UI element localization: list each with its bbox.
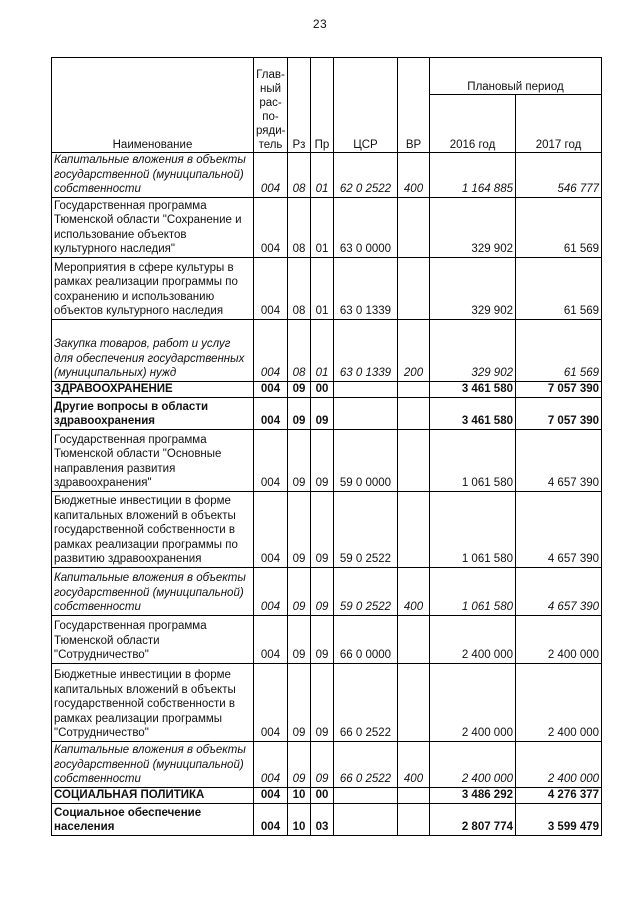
table-row bbox=[52, 491, 602, 567]
row-csr: 66 0 2522 bbox=[334, 663, 398, 741]
row-pr: 01 bbox=[311, 153, 334, 198]
row-vr bbox=[398, 257, 430, 319]
row-amount-2017: 3 599 479 bbox=[516, 803, 602, 835]
budget-table bbox=[51, 57, 602, 836]
header-pr: Пр bbox=[311, 58, 334, 153]
row-amount-2016: 3 461 580 bbox=[430, 397, 516, 429]
row-name: Бюджетные инвестиции в форме капитальных вложений в объекты государственной собственности в рамках реализации программы "Сотрудничество" bbox=[52, 663, 254, 741]
row-rz: 08 bbox=[288, 257, 311, 319]
table-row bbox=[52, 429, 602, 491]
row-amount-2017: 4 276 377 bbox=[516, 787, 602, 803]
table-row bbox=[52, 803, 602, 835]
row-main-administrator: 004 bbox=[254, 429, 288, 491]
header-name: Наименование bbox=[52, 58, 254, 153]
row-vr bbox=[398, 197, 430, 257]
row-amount-2016: 1 061 580 bbox=[430, 567, 516, 615]
header-main-administrator: Глав- ный рас- по- ряди- тель bbox=[254, 58, 288, 153]
row-amount-2017: 7 057 390 bbox=[516, 397, 602, 429]
row-csr: 62 0 2522 bbox=[334, 153, 398, 198]
row-name: Капитальные вложения в объекты государственной (муниципальной) собственности bbox=[52, 567, 254, 615]
row-amount-2016: 329 902 bbox=[430, 257, 516, 319]
row-rz: 09 bbox=[288, 567, 311, 615]
table-row bbox=[52, 381, 602, 397]
table-row bbox=[52, 663, 602, 741]
row-amount-2017: 2 400 000 bbox=[516, 615, 602, 663]
table-row bbox=[52, 319, 602, 381]
table-row bbox=[52, 153, 602, 198]
row-pr: 03 bbox=[311, 803, 334, 835]
row-main-administrator: 004 bbox=[254, 741, 288, 787]
row-name: Государственная программа Тюменской области "Сохранение и использование объектов культурного наследия" bbox=[52, 197, 254, 257]
row-vr: 400 bbox=[398, 153, 430, 198]
row-vr bbox=[398, 615, 430, 663]
row-csr: 66 0 2522 bbox=[334, 741, 398, 787]
row-rz: 09 bbox=[288, 381, 311, 397]
row-amount-2016: 2 400 000 bbox=[430, 615, 516, 663]
row-pr: 09 bbox=[311, 429, 334, 491]
row-amount-2016: 3 461 580 bbox=[430, 381, 516, 397]
row-main-administrator: 004 bbox=[254, 787, 288, 803]
row-main-administrator: 004 bbox=[254, 491, 288, 567]
row-rz: 09 bbox=[288, 397, 311, 429]
row-name: Социальное обеспечение населения bbox=[52, 803, 254, 835]
row-csr bbox=[334, 787, 398, 803]
row-rz: 09 bbox=[288, 429, 311, 491]
row-pr: 09 bbox=[311, 567, 334, 615]
header-vr: ВР bbox=[398, 58, 430, 153]
row-rz: 09 bbox=[288, 491, 311, 567]
row-amount-2017: 7 057 390 bbox=[516, 381, 602, 397]
row-rz: 08 bbox=[288, 197, 311, 257]
row-amount-2017: 2 400 000 bbox=[516, 741, 602, 787]
row-vr: 400 bbox=[398, 741, 430, 787]
row-name: ЗДРАВООХРАНЕНИЕ bbox=[52, 381, 254, 397]
row-vr bbox=[398, 491, 430, 567]
row-name: Бюджетные инвестиции в форме капитальных вложений в объекты государственной собственности в рамках реализации программы по развитию здравоохранения bbox=[52, 491, 254, 567]
row-rz: 10 bbox=[288, 787, 311, 803]
row-amount-2016: 2 807 774 bbox=[430, 803, 516, 835]
table-row bbox=[52, 741, 602, 787]
row-amount-2017: 61 569 bbox=[516, 197, 602, 257]
row-pr: 09 bbox=[311, 491, 334, 567]
row-amount-2016: 1 061 580 bbox=[430, 491, 516, 567]
row-amount-2017: 61 569 bbox=[516, 319, 602, 381]
row-amount-2017: 4 657 390 bbox=[516, 429, 602, 491]
header-plan-period: Плановый период bbox=[430, 58, 602, 95]
row-rz: 09 bbox=[288, 615, 311, 663]
table-body bbox=[52, 153, 602, 836]
row-vr bbox=[398, 429, 430, 491]
row-name: Государственная программа Тюменской области "Основные направления развития здравоохранения" bbox=[52, 429, 254, 491]
row-amount-2017: 4 657 390 bbox=[516, 491, 602, 567]
row-name: Другие вопросы в области здравоохранения bbox=[52, 397, 254, 429]
row-amount-2016: 329 902 bbox=[430, 197, 516, 257]
row-amount-2016: 2 400 000 bbox=[430, 663, 516, 741]
row-vr bbox=[398, 397, 430, 429]
table-row bbox=[52, 257, 602, 319]
row-amount-2017: 2 400 000 bbox=[516, 663, 602, 741]
row-main-administrator: 004 bbox=[254, 397, 288, 429]
row-amount-2016: 2 400 000 bbox=[430, 741, 516, 787]
header-year-2017: 2017 год bbox=[516, 95, 602, 153]
row-main-administrator: 004 bbox=[254, 381, 288, 397]
row-pr: 01 bbox=[311, 257, 334, 319]
row-name: Государственная программа Тюменской области "Сотрудничество" bbox=[52, 615, 254, 663]
row-vr bbox=[398, 663, 430, 741]
table-row bbox=[52, 397, 602, 429]
header-rz: Рз bbox=[288, 58, 311, 153]
row-amount-2016: 329 902 bbox=[430, 319, 516, 381]
row-main-administrator: 004 bbox=[254, 153, 288, 198]
header-csr: ЦСР bbox=[334, 58, 398, 153]
row-csr: 63 0 1339 bbox=[334, 257, 398, 319]
row-main-administrator: 004 bbox=[254, 615, 288, 663]
row-main-administrator: 004 bbox=[254, 319, 288, 381]
row-csr: 63 0 0000 bbox=[334, 197, 398, 257]
row-rz: 10 bbox=[288, 803, 311, 835]
row-amount-2017: 4 657 390 bbox=[516, 567, 602, 615]
row-vr bbox=[398, 803, 430, 835]
row-csr bbox=[334, 397, 398, 429]
row-name: Закупка товаров, работ и услуг для обеспечения государственных (муниципальных) нужд bbox=[52, 319, 254, 381]
row-pr: 09 bbox=[311, 397, 334, 429]
row-pr: 09 bbox=[311, 663, 334, 741]
row-amount-2017: 61 569 bbox=[516, 257, 602, 319]
row-amount-2016: 1 164 885 bbox=[430, 153, 516, 198]
row-csr: 59 0 2522 bbox=[334, 491, 398, 567]
row-csr bbox=[334, 381, 398, 397]
row-main-administrator: 004 bbox=[254, 663, 288, 741]
row-pr: 01 bbox=[311, 197, 334, 257]
row-rz: 09 bbox=[288, 663, 311, 741]
row-csr: 59 0 0000 bbox=[334, 429, 398, 491]
row-amount-2016: 1 061 580 bbox=[430, 429, 516, 491]
header-year-2016: 2016 год bbox=[430, 95, 516, 153]
row-pr: 00 bbox=[311, 381, 334, 397]
row-main-administrator: 004 bbox=[254, 197, 288, 257]
row-name: СОЦИАЛЬНАЯ ПОЛИТИКА bbox=[52, 787, 254, 803]
row-rz: 08 bbox=[288, 319, 311, 381]
row-vr bbox=[398, 787, 430, 803]
row-vr: 400 bbox=[398, 567, 430, 615]
row-csr: 59 0 2522 bbox=[334, 567, 398, 615]
page-number: 23 bbox=[312, 17, 328, 31]
table-row bbox=[52, 197, 602, 257]
row-amount-2016: 3 486 292 bbox=[430, 787, 516, 803]
table-row bbox=[52, 567, 602, 615]
table-row bbox=[52, 615, 602, 663]
table-row bbox=[52, 787, 602, 803]
row-csr bbox=[334, 803, 398, 835]
row-pr: 09 bbox=[311, 741, 334, 787]
row-pr: 00 bbox=[311, 787, 334, 803]
row-name: Капитальные вложения в объекты государственной (муниципальной) собственности bbox=[52, 153, 254, 198]
row-csr: 63 0 1339 bbox=[334, 319, 398, 381]
row-main-administrator: 004 bbox=[254, 257, 288, 319]
row-name: Капитальные вложения в объекты государственной (муниципальной) собственности bbox=[52, 741, 254, 787]
row-rz: 09 bbox=[288, 741, 311, 787]
row-amount-2017: 546 777 bbox=[516, 153, 602, 198]
row-csr: 66 0 0000 bbox=[334, 615, 398, 663]
row-rz: 08 bbox=[288, 153, 311, 198]
row-vr: 200 bbox=[398, 319, 430, 381]
row-main-administrator: 004 bbox=[254, 567, 288, 615]
row-main-administrator: 004 bbox=[254, 803, 288, 835]
row-name: Мероприятия в сфере культуры в рамках реализации программы по сохранению и использованию объектов культурного наследия bbox=[52, 257, 254, 319]
row-pr: 01 bbox=[311, 319, 334, 381]
row-pr: 09 bbox=[311, 615, 334, 663]
row-vr bbox=[398, 381, 430, 397]
